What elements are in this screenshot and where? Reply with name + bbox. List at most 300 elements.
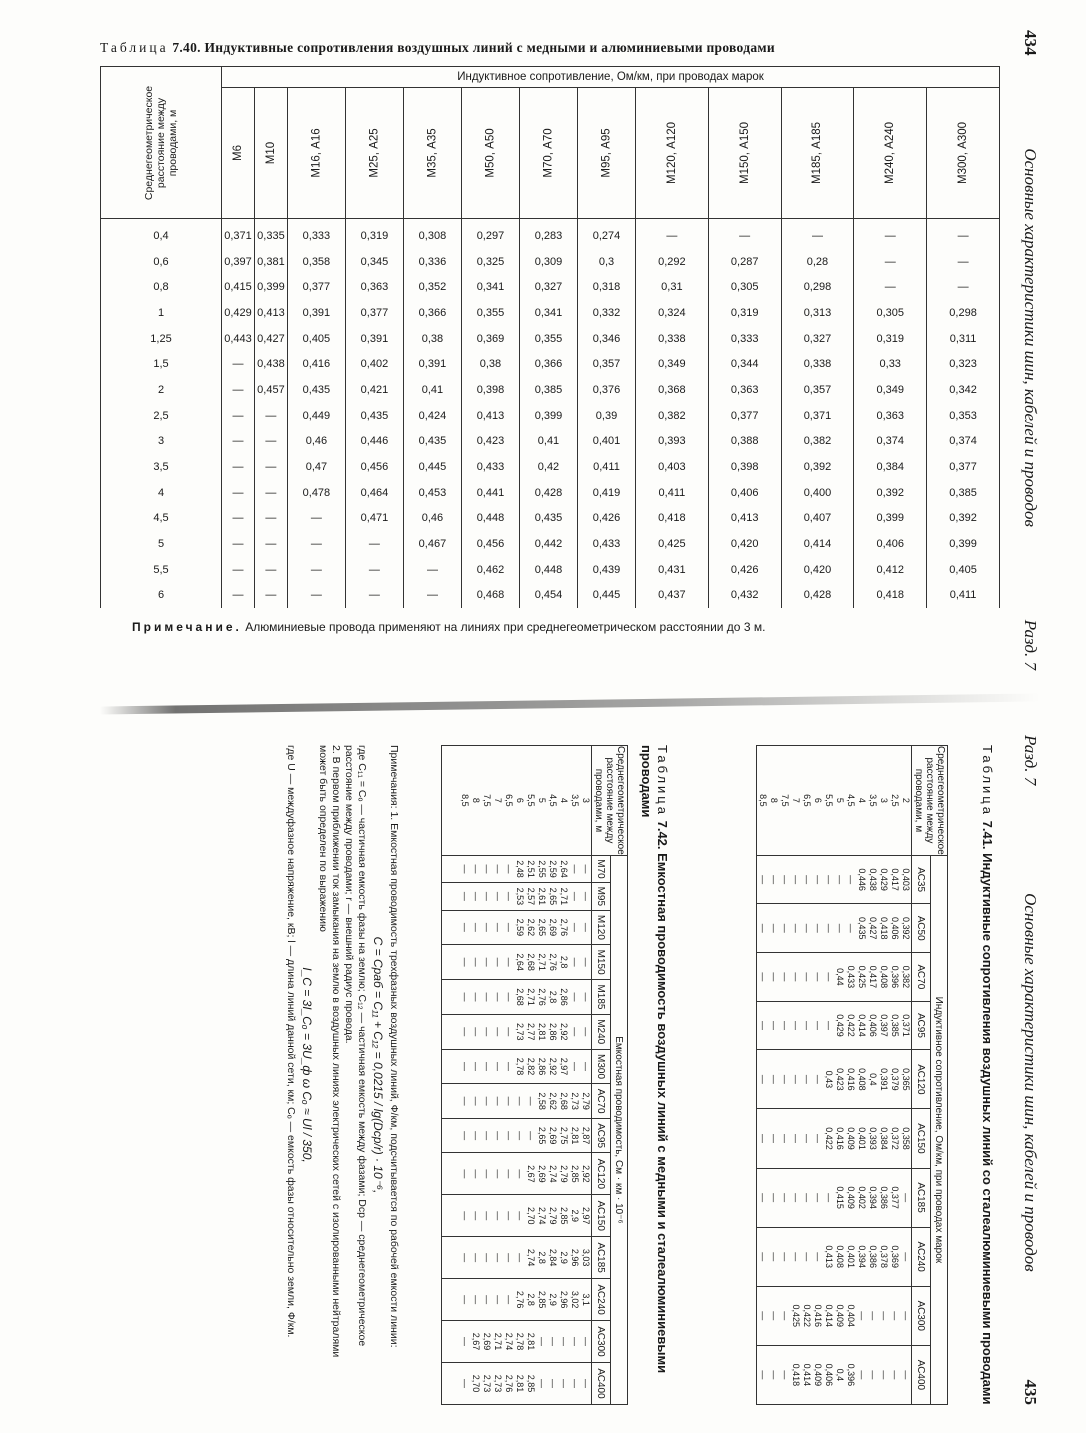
value-cell: — <box>526 1131 536 1141</box>
value-cell: — <box>471 1169 481 1179</box>
value-column <box>757 1227 912 1286</box>
value-cell: 0,44 <box>835 968 845 986</box>
value-cell: 0,327 <box>519 274 577 300</box>
value-cell: — <box>482 1096 492 1106</box>
value-cell: — <box>581 864 591 874</box>
value-cell: — <box>222 454 255 480</box>
value-cell: 0,413 <box>824 1245 834 1268</box>
value-cell: — <box>460 992 470 1002</box>
value-cell: 0,435 <box>403 429 461 455</box>
value-cell: — <box>493 864 503 874</box>
value-cell: 2,86 <box>548 1022 558 1041</box>
value-cell: — <box>824 1193 834 1203</box>
value-cell: — <box>471 922 481 932</box>
value-cell: 0,377 <box>708 403 781 429</box>
value-cell: 0,382 <box>636 403 709 429</box>
value-cell: — <box>471 1131 481 1141</box>
distance-value: 8 <box>471 797 481 803</box>
value-cell: — <box>504 957 514 967</box>
value-cell: — <box>791 1133 801 1143</box>
value-cell: 0,426 <box>708 557 781 583</box>
value-cell: 0,43 <box>824 1070 834 1089</box>
value-cell: 0,408 <box>857 1068 867 1091</box>
distance-value: 2,5 <box>890 794 900 807</box>
value-cell: 0,399 <box>854 506 927 532</box>
value-column <box>442 855 592 882</box>
value-cell: 0,414 <box>857 1014 867 1037</box>
distance-value: 4 <box>559 797 569 803</box>
table-740-col-header: М35, А35 <box>403 88 461 219</box>
value-cell: — <box>570 1027 580 1037</box>
value-cell: 0,327 <box>781 326 854 352</box>
value-cell: — <box>813 972 823 982</box>
value-cell: — <box>835 923 845 933</box>
value-cell: — <box>482 1131 492 1141</box>
value-cell: 0,401 <box>577 429 635 455</box>
value-cell: 0,365 <box>901 1068 911 1091</box>
value-cell: 0,433 <box>577 531 635 557</box>
value-column <box>442 945 592 980</box>
value-cell: — <box>758 1311 768 1321</box>
table-row <box>101 351 1000 377</box>
value-cell: 0,417 <box>868 965 878 989</box>
value-cell: — <box>813 1252 823 1262</box>
table-740-col-header: М240, А240 <box>854 88 927 219</box>
table-741-col-header: АС95 <box>912 1001 931 1050</box>
value-cell: — <box>493 1169 503 1179</box>
value-cell: 0,371 <box>901 1014 911 1037</box>
value-cell: 0,366 <box>519 351 577 377</box>
value-cell: — <box>769 1311 779 1321</box>
value-cell: — <box>287 531 345 557</box>
value-cell: — <box>854 219 927 249</box>
value-cell: — <box>493 891 503 901</box>
value-cell: 0,374 <box>854 429 927 455</box>
value-cell: — <box>780 923 790 933</box>
value-cell: 0,412 <box>854 557 927 583</box>
distance-value: 6 <box>515 797 525 803</box>
table-740-title-text: 7.40. Индуктивные сопротивления воздушных линий с медными и алюминиевыми проводами <box>172 40 775 55</box>
value-cell: 0,435 <box>287 377 345 403</box>
distance-value: 3,5 <box>868 794 878 807</box>
value-cell: — <box>769 1370 779 1380</box>
value-cell: 2,81 <box>537 1022 547 1041</box>
table-742-col-header: АС95 <box>592 1118 611 1152</box>
value-cell: — <box>471 957 481 967</box>
distance-cell: 0,4 <box>101 219 222 249</box>
value-cell: — <box>460 891 470 901</box>
value-cell: — <box>504 891 514 901</box>
value-cell: 2,92 <box>548 1057 558 1076</box>
value-cell: 2,69 <box>537 1165 547 1183</box>
table-742-col-header: М70 <box>592 855 611 882</box>
value-cell: — <box>493 1062 503 1072</box>
value-cell: 0,318 <box>577 274 635 300</box>
value-cell: 0,349 <box>854 377 927 403</box>
value-cell: 0,398 <box>708 454 781 480</box>
value-cell: 2,84 <box>548 1248 558 1267</box>
value-cell: — <box>345 557 403 583</box>
table-741-title: Таблица 7.41. Индуктивные сопротивления воздушных линий со сталеалюминиевыми проводами <box>980 745 995 1405</box>
value-cell: 0,28 <box>781 249 854 275</box>
value-cell: 3,1 <box>581 1293 591 1306</box>
distance-cell: 3,5 <box>101 454 222 480</box>
value-cell: — <box>460 1096 470 1106</box>
distance-value: 6,5 <box>802 794 812 807</box>
value-cell: — <box>287 583 345 609</box>
value-cell: — <box>769 1133 779 1143</box>
section-label-435: Разд. 7 <box>1021 735 1040 786</box>
value-cell: — <box>526 1096 536 1106</box>
value-cell: — <box>570 1378 580 1388</box>
value-cell: 0,385 <box>890 1014 900 1037</box>
value-cell: 0,425 <box>636 531 709 557</box>
value-cell: — <box>581 891 591 901</box>
value-cell: 0,345 <box>345 249 403 275</box>
formula-ground-current: I_C = 3I_Cₒ = 3U_ф ω Cₒ ≈ Ul / 350, <box>300 967 314 1163</box>
value-cell: — <box>482 1253 492 1263</box>
value-cell: — <box>581 922 591 932</box>
value-cell: — <box>758 1252 768 1262</box>
value-cell: 0,366 <box>403 300 461 326</box>
value-cell: 0,445 <box>577 583 635 609</box>
distance-cell: 2,5 <box>101 403 222 429</box>
distance-value: 4,5 <box>548 794 558 807</box>
value-cell: 0,399 <box>927 531 1000 557</box>
value-cell: — <box>482 1211 492 1221</box>
value-cell: 0,403 <box>636 454 709 480</box>
value-cell: 2,67 <box>471 1332 481 1351</box>
value-cell: 2,85 <box>526 1374 536 1393</box>
value-cell: — <box>222 557 255 583</box>
note-label: Примечание. <box>132 620 242 634</box>
value-column <box>442 1237 592 1279</box>
value-cell: 0,338 <box>781 351 854 377</box>
value-cell: 0,357 <box>577 351 635 377</box>
value-cell: 0,456 <box>345 454 403 480</box>
distance-value: 4,5 <box>846 794 856 807</box>
value-cell: 0,425 <box>791 1304 801 1328</box>
value-cell: — <box>460 1027 470 1037</box>
value-cell: 0,416 <box>287 351 345 377</box>
value-cell: — <box>802 1252 812 1262</box>
value-cell: 0,396 <box>890 965 900 989</box>
value-cell: — <box>769 1021 779 1030</box>
distance-cell: 5 <box>101 531 222 557</box>
value-cell: 2,97 <box>581 1206 591 1225</box>
distance-cell: 6 <box>101 583 222 609</box>
value-cell: 0,363 <box>854 403 927 429</box>
value-cell: 0,369 <box>890 1245 900 1268</box>
value-cell: — <box>515 1169 525 1179</box>
value-cell: — <box>559 1337 569 1347</box>
value-cell: 0,409 <box>846 1127 856 1150</box>
value-cell: 0,341 <box>519 300 577 326</box>
value-cell: 2,64 <box>559 860 569 878</box>
table-740-col-header: М50, А50 <box>461 88 519 219</box>
value-cell: 2,77 <box>526 1022 536 1041</box>
value-cell: 0,287 <box>708 249 781 275</box>
value-cell: — <box>471 1027 481 1037</box>
value-cell: 0,423 <box>461 429 519 455</box>
table-row <box>101 274 1000 300</box>
table-742-col-header: М240 <box>592 1014 611 1049</box>
value-cell: 0,397 <box>879 1014 889 1037</box>
value-cell: 0,333 <box>287 219 345 249</box>
value-column <box>442 1049 592 1084</box>
value-cell: 0,418 <box>636 506 709 532</box>
distance-column <box>757 746 912 856</box>
value-cell: — <box>868 1311 878 1321</box>
value-cell: — <box>570 1337 580 1347</box>
table-740-col-header: М185, А185 <box>781 88 854 219</box>
value-cell: 0,425 <box>857 965 867 989</box>
value-cell: 0,41 <box>403 377 461 403</box>
value-cell: — <box>504 1211 514 1221</box>
table-740-col-header: М10 <box>254 88 287 219</box>
distance-cell: 0,8 <box>101 274 222 300</box>
value-column <box>442 1014 592 1049</box>
value-cell: 0,445 <box>403 454 461 480</box>
table-740-col-header: М150, А150 <box>708 88 781 219</box>
value-cell: 0,392 <box>781 454 854 480</box>
value-cell: — <box>780 1311 790 1321</box>
value-cell: 0,374 <box>927 429 1000 455</box>
scan-fold-shadow <box>100 693 1040 714</box>
distance-value: 7,5 <box>780 794 790 807</box>
value-cell: 0,369 <box>461 326 519 352</box>
value-cell: — <box>222 351 255 377</box>
table-row <box>101 377 1000 403</box>
value-cell: 0,377 <box>890 1186 900 1209</box>
value-cell: 2,62 <box>548 1092 558 1110</box>
distance-value: 8 <box>769 797 779 803</box>
value-cell: 2,86 <box>559 988 569 1006</box>
value-cell: 0,377 <box>927 454 1000 480</box>
value-cell: — <box>504 992 514 1002</box>
value-cell: 2,76 <box>537 988 547 1006</box>
value-cell: — <box>824 1021 834 1030</box>
value-cell: 2,8 <box>548 990 558 1004</box>
value-cell: 0,411 <box>636 480 709 506</box>
value-cell: 2,69 <box>548 918 558 937</box>
value-cell: 0,319 <box>345 219 403 249</box>
value-cell: — <box>460 1295 470 1305</box>
value-cell: 2,81 <box>526 1332 536 1351</box>
value-column <box>442 1153 592 1195</box>
value-cell: — <box>802 1021 812 1030</box>
value-cell: 2,71 <box>493 1332 503 1351</box>
value-cell: 0,344 <box>708 351 781 377</box>
distance-value: 7,5 <box>482 794 492 807</box>
value-cell: — <box>802 1193 812 1203</box>
value-cell: — <box>504 1027 514 1037</box>
value-cell: — <box>769 923 779 933</box>
value-cell: — <box>636 219 709 249</box>
value-cell: — <box>927 274 1000 300</box>
value-cell: — <box>254 583 287 609</box>
value-cell: 0,409 <box>846 1186 856 1209</box>
value-cell: 0,353 <box>927 403 1000 429</box>
value-column <box>442 1118 592 1152</box>
value-cell: — <box>813 923 823 933</box>
value-cell: 2,53 <box>515 887 525 906</box>
value-cell: — <box>460 957 470 967</box>
value-cell: 2,86 <box>537 1057 547 1076</box>
value-cell: 0,368 <box>636 377 709 403</box>
value-cell: — <box>460 864 470 874</box>
value-cell: 2,59 <box>548 860 558 878</box>
value-cell: 2,74 <box>537 1206 547 1225</box>
value-cell: 2,71 <box>526 988 536 1006</box>
value-cell: — <box>548 1337 558 1347</box>
distance-value: 3 <box>879 797 889 803</box>
value-cell: 0,435 <box>519 506 577 532</box>
value-cell: — <box>570 891 580 901</box>
value-cell: 0,352 <box>403 274 461 300</box>
value-cell: 2,68 <box>526 953 536 971</box>
value-cell: 0,401 <box>846 1245 856 1268</box>
value-cell: 2,82 <box>526 1057 536 1076</box>
value-cell: — <box>460 1378 470 1388</box>
value-cell: — <box>890 1370 900 1380</box>
value-cell: — <box>471 864 481 874</box>
value-cell: 0,297 <box>461 219 519 249</box>
value-cell: 0,341 <box>461 274 519 300</box>
value-cell: 0,405 <box>927 557 1000 583</box>
value-cell: 0,388 <box>708 429 781 455</box>
value-cell: 0,416 <box>813 1304 823 1328</box>
value-cell: 0,379 <box>890 1068 900 1091</box>
value-cell: — <box>222 403 255 429</box>
value-cell: — <box>482 1027 492 1037</box>
value-cell: — <box>570 992 580 1002</box>
table-742-notes <box>284 745 400 1385</box>
value-cell: 0,332 <box>577 300 635 326</box>
value-cell: 0,38 <box>403 326 461 352</box>
value-cell: 0,325 <box>461 249 519 275</box>
value-cell: 0,349 <box>636 351 709 377</box>
value-cell: 2,79 <box>548 1206 558 1225</box>
value-cell: — <box>345 583 403 609</box>
value-cell: 0,454 <box>519 583 577 609</box>
distance-cell: 2 <box>101 377 222 403</box>
value-cell: 0,393 <box>868 1127 878 1150</box>
value-cell: 0,420 <box>781 557 854 583</box>
running-title-434: Основные характеристики шин, кабелей и проводов <box>1021 148 1040 527</box>
value-column <box>757 904 912 953</box>
value-cell: 0,468 <box>461 583 519 609</box>
note-1-body: где C₁₁ = Cₒ — частичная емкость фазы на землю; C₁₂ — частичная емкость между фазами; Dср — среднегеометрическое расстояние между проводами; r — внешний радиус провода. <box>343 745 368 1347</box>
distance-cell: 1,25 <box>101 326 222 352</box>
value-cell: 0,46 <box>403 506 461 532</box>
value-cell: — <box>471 1096 481 1106</box>
value-cell: 0,429 <box>222 300 255 326</box>
table-742-col-header: АС150 <box>592 1195 611 1237</box>
value-cell: 0,429 <box>879 868 889 891</box>
value-cell: 0,3 <box>577 249 635 275</box>
value-cell: 2,81 <box>570 1126 580 1145</box>
value-cell: 2,69 <box>482 1332 492 1351</box>
value-cell: — <box>570 1062 580 1072</box>
value-cell: 0,305 <box>708 274 781 300</box>
value-cell: — <box>879 1311 889 1321</box>
formula-capacitance: C = Cраб = C₁₁ + C₁₂ = 0,0215 / lg(Dср/r) · 10⁻⁶, <box>371 936 385 1194</box>
value-cell: — <box>780 1021 790 1030</box>
value-cell: — <box>802 923 812 933</box>
value-cell: 0,4 <box>835 1368 845 1382</box>
value-cell: 2,85 <box>537 1290 547 1309</box>
value-cell: — <box>835 875 845 885</box>
value-cell: — <box>879 1370 889 1380</box>
value-cell: 0,336 <box>403 249 461 275</box>
value-cell: — <box>824 923 834 933</box>
value-cell: — <box>857 1370 867 1380</box>
value-cell: — <box>222 583 255 609</box>
value-cell: — <box>515 1253 525 1263</box>
value-cell: 0,405 <box>287 326 345 352</box>
value-cell: 0,416 <box>835 1127 845 1150</box>
value-cell: 2,67 <box>526 1165 536 1183</box>
value-cell: 2,75 <box>559 1126 569 1145</box>
table-row <box>101 583 1000 609</box>
value-cell: 2,57 <box>526 887 536 906</box>
value-cell: 2,79 <box>581 1092 591 1110</box>
value-cell: — <box>471 1295 481 1305</box>
value-cell: 2,73 <box>570 1092 580 1110</box>
value-cell: 0,418 <box>854 583 927 609</box>
value-cell: 0,464 <box>345 480 403 506</box>
value-cell: 0,457 <box>254 377 287 403</box>
value-cell: — <box>471 1211 481 1221</box>
note-2: 2. В первом приближении ток замыкания на землю в воздушных линиях электрических сетей с изолированными нейтралями может быть определен по выражению <box>317 745 342 1358</box>
value-cell: — <box>758 972 768 982</box>
value-column <box>757 1168 912 1227</box>
value-cell: 0,406 <box>854 531 927 557</box>
value-cell: — <box>471 1253 481 1263</box>
value-cell: — <box>901 1193 911 1203</box>
value-cell: 0,428 <box>519 480 577 506</box>
value-cell: — <box>460 1211 470 1221</box>
distance-value: 4 <box>857 797 867 803</box>
value-cell: — <box>254 429 287 455</box>
value-cell: — <box>460 922 470 932</box>
value-cell: 0,392 <box>854 480 927 506</box>
value-cell: 0,420 <box>708 531 781 557</box>
value-cell: 0,386 <box>868 1245 878 1268</box>
value-cell: 0,402 <box>345 351 403 377</box>
table-741-group-header: Индуктивное сопротивление, Ом/км, при проводах марок <box>931 855 948 1404</box>
value-cell: — <box>504 1295 514 1305</box>
value-cell: — <box>515 1096 525 1106</box>
value-cell: 2,76 <box>559 918 569 937</box>
value-cell: 0,446 <box>345 429 403 455</box>
value-cell: — <box>460 1253 470 1263</box>
distance-value: 8,5 <box>460 794 470 807</box>
table-742-col-header: М120 <box>592 910 611 945</box>
value-cell: 2,8 <box>526 1293 536 1306</box>
value-cell: — <box>780 1193 790 1203</box>
table-row <box>101 300 1000 326</box>
value-cell: 0,335 <box>254 219 287 249</box>
value-cell: — <box>493 1027 503 1037</box>
value-cell: — <box>222 480 255 506</box>
value-cell: — <box>482 864 492 874</box>
value-cell: 0,411 <box>577 454 635 480</box>
table-740-title <box>100 40 775 56</box>
value-cell: — <box>581 1337 591 1347</box>
value-cell: — <box>802 972 812 982</box>
